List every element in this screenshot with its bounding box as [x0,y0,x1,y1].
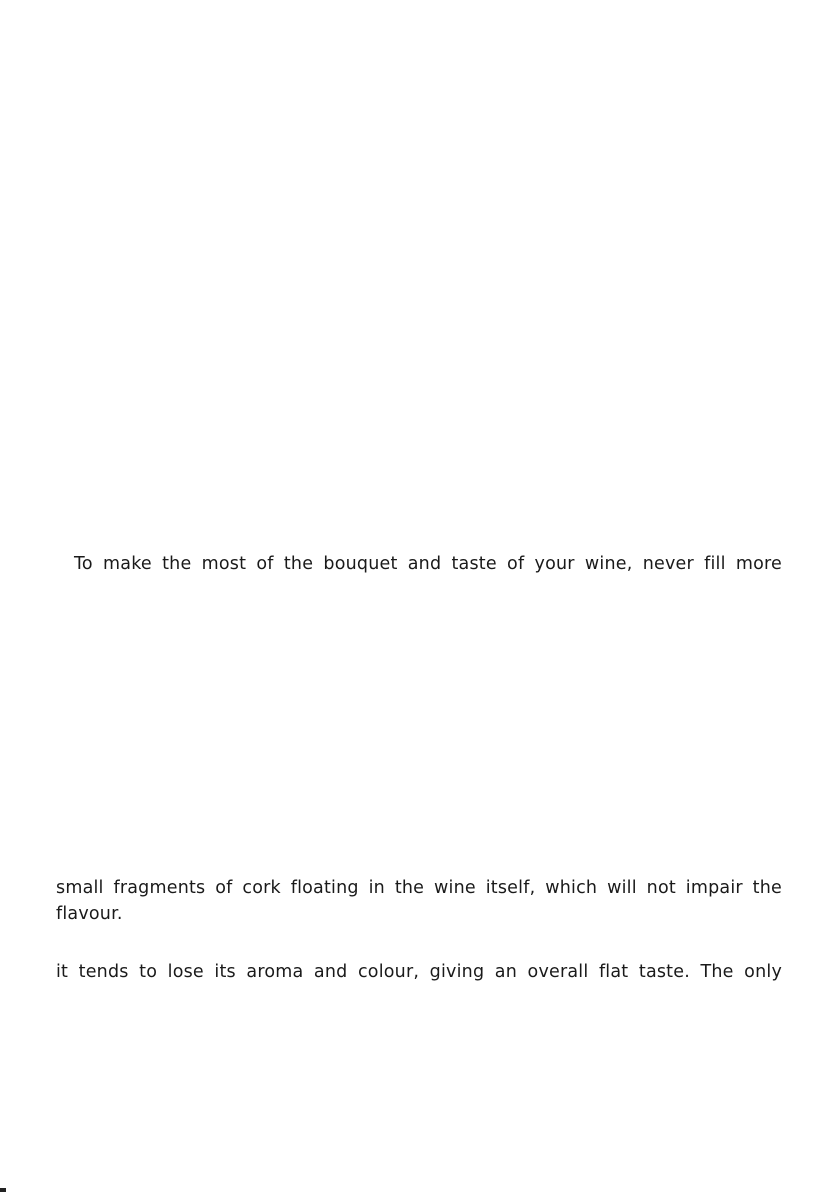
paragraph-line-flavour: flavour. [56,904,123,924]
page-edge-mark [0,1188,6,1192]
paragraph-line-bouquet: To make the most of the bouquet and taste of your wine, never fill more [74,554,782,574]
paragraph-line-aroma: it tends to lose its aroma and colour, giving an overall flat taste. The only [56,962,782,982]
paragraph-line-cork-fragments: small fragments of cork floating in the wine itself, which will not impair the [56,878,782,898]
